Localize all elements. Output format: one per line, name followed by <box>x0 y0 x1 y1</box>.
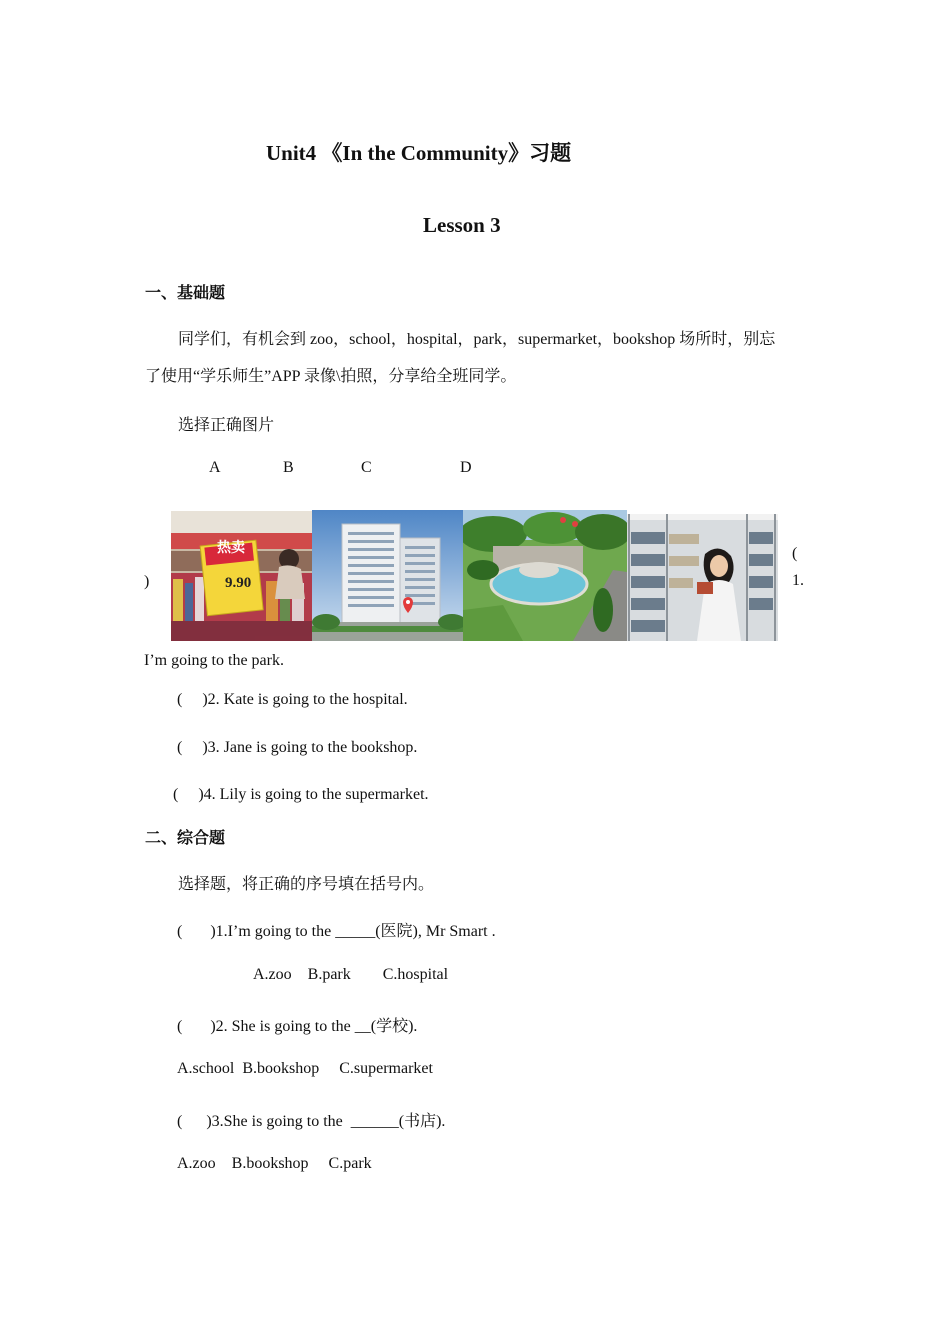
park-photo <box>463 510 627 641</box>
section-2-q2: ( )2. She is going to the __(学校). <box>177 1018 418 1035</box>
choice-letter-d: D <box>460 459 472 476</box>
bookshop-photo <box>627 514 778 641</box>
section-1-q4: ( )4. Lily is going to the supermarket. <box>173 786 429 803</box>
section-2-q3-options: A.zoo B.bookshop C.park <box>177 1155 372 1172</box>
section-1-heading: 一、基础题 <box>145 285 226 302</box>
section-1-intro-line2: 了使用“学乐师生”APP 录像\拍照，分享给全班同学。 <box>145 368 517 385</box>
hospital-photo <box>312 510 463 641</box>
section-2-heading: 二、综合题 <box>145 830 226 847</box>
choice-letter-b: B <box>283 459 294 476</box>
section-2-q3: ( )3.She is going to the ______(书店). <box>177 1113 446 1130</box>
section-1-q3: ( )3. Jane is going to the bookshop. <box>177 739 418 756</box>
section-2-q1-options: A.zoo B.park C.hospital <box>253 966 449 983</box>
supermarket-sign-top: 热卖 <box>217 541 245 556</box>
section-2-q1: ( )1.I’m going to the _____(医院), Mr Smart . <box>177 923 496 940</box>
q1-paren-open: ( <box>792 545 798 562</box>
document-title: Unit4 《In the Community》习题 <box>266 141 572 165</box>
section-2-q2-options: A.school B.bookshop C.supermarket <box>177 1060 433 1077</box>
lesson-title: Lesson 3 <box>423 213 501 237</box>
section-1-intro-line1: 同学们，有机会到 zoo，school，hospital，park，supermarket，bookshop 场所时，别忘 <box>178 331 776 348</box>
supermarket-sign-price: 9.90 <box>225 575 252 591</box>
q1-paren-close: ) <box>144 573 150 590</box>
section-1-q2: ( )2. Kate is going to the hospital. <box>177 691 408 708</box>
section-1-instruction: 选择正确图片 <box>178 417 275 434</box>
supermarket-photo <box>171 511 312 641</box>
q1-number: 1. <box>792 572 804 589</box>
section-1-q1: I’m going to the park. <box>144 652 284 669</box>
section-2-instruction: 选择题，将正确的序号填在括号内。 <box>178 876 435 893</box>
choice-letter-a: A <box>209 459 221 476</box>
choice-letter-c: C <box>361 459 372 476</box>
